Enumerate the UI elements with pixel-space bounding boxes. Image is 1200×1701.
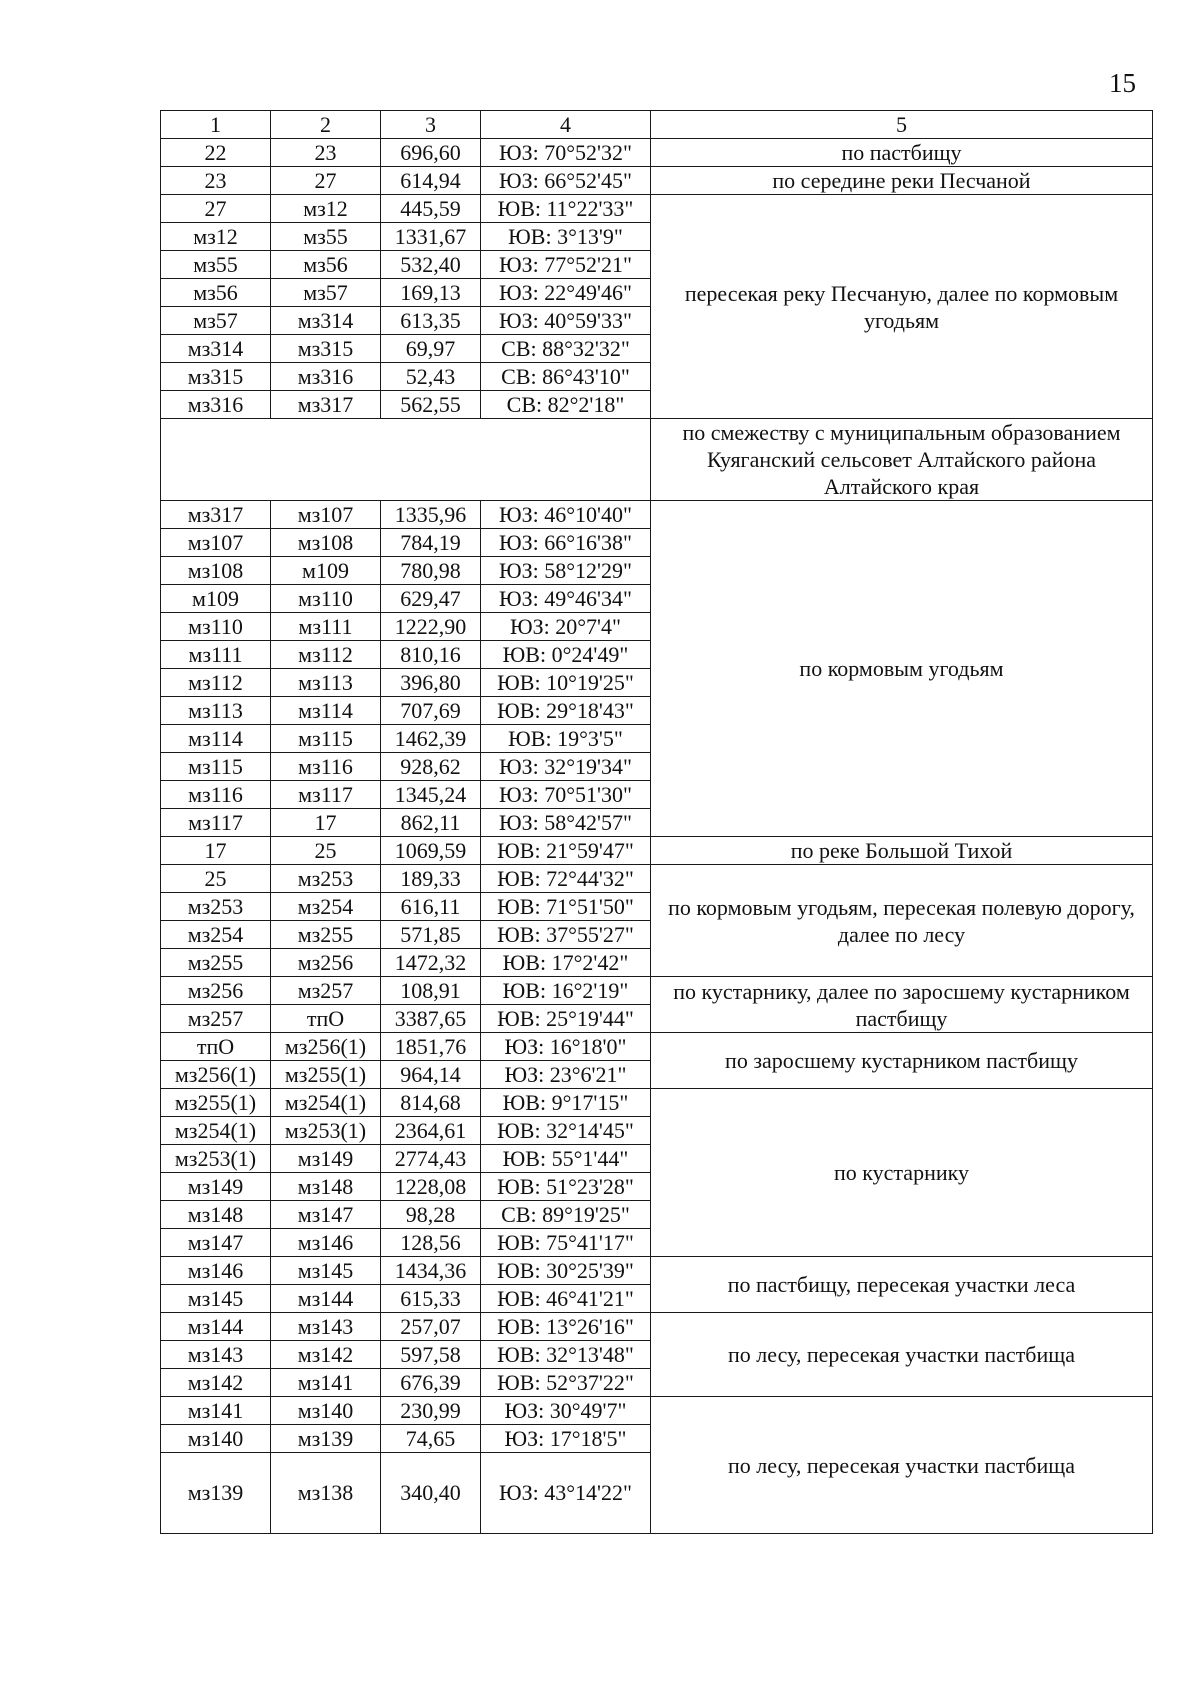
length-cell: 964,14: [381, 1061, 481, 1089]
to-point-cell: мз317: [271, 391, 381, 419]
length-cell: 676,39: [381, 1369, 481, 1397]
bearing-cell: ЮЗ: 58°12'29": [481, 557, 651, 585]
to-point-cell: мз112: [271, 641, 381, 669]
description-cell: по кормовым угодьям: [651, 501, 1153, 837]
to-point-cell: мз149: [271, 1145, 381, 1173]
to-point-cell: мз147: [271, 1201, 381, 1229]
to-point-cell: мз116: [271, 753, 381, 781]
from-point-cell: мз255: [161, 949, 271, 977]
from-point-cell: мз317: [161, 501, 271, 529]
to-point-cell: мз108: [271, 529, 381, 557]
description-cell: по реке Большой Тихой: [651, 837, 1153, 865]
description-cell: пересекая реку Песчаную, далее по кормовым угодьям: [651, 195, 1153, 419]
from-point-cell: мз110: [161, 613, 271, 641]
to-point-cell: мз148: [271, 1173, 381, 1201]
length-cell: 396,80: [381, 669, 481, 697]
header-cell: 4: [481, 111, 651, 139]
from-point-cell: мз141: [161, 1397, 271, 1425]
header-cell: 1: [161, 111, 271, 139]
from-point-cell: мз107: [161, 529, 271, 557]
length-cell: 928,62: [381, 753, 481, 781]
to-point-cell: мз254: [271, 893, 381, 921]
length-cell: 1472,32: [381, 949, 481, 977]
to-point-cell: мз314: [271, 307, 381, 335]
boundary-table: [160, 110, 1153, 1534]
bearing-cell: ЮВ: 9°17'15": [481, 1089, 651, 1117]
description-cell: по лесу, пересекая участки пастбища: [651, 1313, 1153, 1397]
bearing-cell: ЮЗ: 32°19'34": [481, 753, 651, 781]
from-point-cell: мз142: [161, 1369, 271, 1397]
length-cell: 445,59: [381, 195, 481, 223]
to-point-cell: мз144: [271, 1285, 381, 1313]
bearing-cell: ЮВ: 46°41'21": [481, 1285, 651, 1313]
length-cell: 2774,43: [381, 1145, 481, 1173]
header-cell: 3: [381, 111, 481, 139]
length-cell: 562,55: [381, 391, 481, 419]
from-point-cell: мз316: [161, 391, 271, 419]
length-cell: 340,40: [381, 1453, 481, 1534]
length-cell: 784,19: [381, 529, 481, 557]
page-number: 15: [1109, 68, 1136, 98]
from-point-cell: м109: [161, 585, 271, 613]
length-cell: 1069,59: [381, 837, 481, 865]
length-cell: 189,33: [381, 865, 481, 893]
bearing-cell: ЮЗ: 23°6'21": [481, 1061, 651, 1089]
bearing-cell: ЮВ: 51°23'28": [481, 1173, 651, 1201]
from-point-cell: мз149: [161, 1173, 271, 1201]
description-cell: по лесу, пересекая участки пастбища: [651, 1397, 1153, 1534]
description-cell: по кустарнику, далее по заросшему кустарником пастбищу: [651, 977, 1153, 1033]
bearing-cell: ЮВ: 30°25'39": [481, 1257, 651, 1285]
bearing-cell: СВ: 82°2'18": [481, 391, 651, 419]
bearing-cell: ЮВ: 32°13'48": [481, 1341, 651, 1369]
from-point-cell: мз148: [161, 1201, 271, 1229]
table-row: [161, 1089, 1153, 1117]
to-point-cell: 17: [271, 809, 381, 837]
description-cell: по смежеству с муниципальным образованием Куяганский сельсовет Алтайского района Алтайского края: [651, 419, 1153, 501]
to-point-cell: мз142: [271, 1341, 381, 1369]
bearing-cell: ЮЗ: 66°16'38": [481, 529, 651, 557]
bearing-cell: ЮВ: 29°18'43": [481, 697, 651, 725]
from-point-cell: мз117: [161, 809, 271, 837]
from-point-cell: мз140: [161, 1425, 271, 1453]
to-point-cell: тпО: [271, 1005, 381, 1033]
from-point-cell: мз257: [161, 1005, 271, 1033]
length-cell: 2364,61: [381, 1117, 481, 1145]
length-cell: 1228,08: [381, 1173, 481, 1201]
bearing-cell: ЮВ: 21°59'47": [481, 837, 651, 865]
from-point-cell: мз116: [161, 781, 271, 809]
bearing-cell: ЮЗ: 49°46'34": [481, 585, 651, 613]
table-row: [161, 837, 1153, 865]
length-cell: 1335,96: [381, 501, 481, 529]
to-point-cell: мз257: [271, 977, 381, 1005]
from-point-cell: мз56: [161, 279, 271, 307]
bearing-cell: ЮЗ: 70°52'32": [481, 139, 651, 167]
length-cell: 780,98: [381, 557, 481, 585]
from-point-cell: мз147: [161, 1229, 271, 1257]
bearing-cell: ЮЗ: 70°51'30": [481, 781, 651, 809]
from-point-cell: мз143: [161, 1341, 271, 1369]
length-cell: 707,69: [381, 697, 481, 725]
from-point-cell: мз57: [161, 307, 271, 335]
bearing-cell: ЮЗ: 40°59'33": [481, 307, 651, 335]
length-cell: 74,65: [381, 1425, 481, 1453]
table-row: [161, 1313, 1153, 1341]
bearing-cell: ЮЗ: 58°42'57": [481, 809, 651, 837]
bearing-cell: ЮВ: 37°55'27": [481, 921, 651, 949]
from-point-cell: мз254(1): [161, 1117, 271, 1145]
from-point-cell: мз115: [161, 753, 271, 781]
bearing-cell: ЮВ: 71°51'50": [481, 893, 651, 921]
from-point-cell: 23: [161, 167, 271, 195]
from-point-cell: мз114: [161, 725, 271, 753]
to-point-cell: мз12: [271, 195, 381, 223]
bearing-cell: ЮЗ: 22°49'46": [481, 279, 651, 307]
bearing-cell: СВ: 89°19'25": [481, 1201, 651, 1229]
length-cell: 810,16: [381, 641, 481, 669]
length-cell: 1462,39: [381, 725, 481, 753]
length-cell: 230,99: [381, 1397, 481, 1425]
bearing-cell: ЮВ: 13°26'16": [481, 1313, 651, 1341]
from-point-cell: мз253: [161, 893, 271, 921]
length-cell: 615,33: [381, 1285, 481, 1313]
length-cell: 597,58: [381, 1341, 481, 1369]
to-point-cell: м109: [271, 557, 381, 585]
bearing-cell: ЮВ: 32°14'45": [481, 1117, 651, 1145]
to-point-cell: мз143: [271, 1313, 381, 1341]
bearing-cell: ЮВ: 3°13'9": [481, 223, 651, 251]
from-point-cell: мз55: [161, 251, 271, 279]
table-row: [161, 1397, 1153, 1425]
length-cell: 814,68: [381, 1089, 481, 1117]
from-point-cell: мз256: [161, 977, 271, 1005]
description-cell: по пастбищу: [651, 139, 1153, 167]
length-cell: 1222,90: [381, 613, 481, 641]
length-cell: 613,35: [381, 307, 481, 335]
empty-cell: [161, 419, 651, 501]
bearing-cell: ЮЗ: 46°10'40": [481, 501, 651, 529]
length-cell: 1851,76: [381, 1033, 481, 1061]
to-point-cell: мз117: [271, 781, 381, 809]
to-point-cell: 27: [271, 167, 381, 195]
length-cell: 69,97: [381, 335, 481, 363]
table-row: [161, 195, 1153, 223]
from-point-cell: 17: [161, 837, 271, 865]
to-point-cell: мз56: [271, 251, 381, 279]
length-cell: 52,43: [381, 363, 481, 391]
to-point-cell: мз145: [271, 1257, 381, 1285]
bearing-cell: ЮЗ: 20°7'4": [481, 613, 651, 641]
bearing-cell: ЮВ: 0°24'49": [481, 641, 651, 669]
description-cell: по кормовым угодьям, пересекая полевую дорогу, далее по лесу: [651, 865, 1153, 977]
bearing-cell: ЮВ: 52°37'22": [481, 1369, 651, 1397]
bearing-cell: ЮВ: 17°2'42": [481, 949, 651, 977]
header-cell: 2: [271, 111, 381, 139]
to-point-cell: мз113: [271, 669, 381, 697]
table-row: [161, 167, 1153, 195]
to-point-cell: мз110: [271, 585, 381, 613]
to-point-cell: 25: [271, 837, 381, 865]
from-point-cell: мз254: [161, 921, 271, 949]
bearing-cell: ЮЗ: 30°49'7": [481, 1397, 651, 1425]
length-cell: 98,28: [381, 1201, 481, 1229]
from-point-cell: мз113: [161, 697, 271, 725]
bearing-cell: ЮВ: 19°3'5": [481, 725, 651, 753]
bearing-cell: СВ: 88°32'32": [481, 335, 651, 363]
bearing-cell: ЮВ: 16°2'19": [481, 977, 651, 1005]
to-point-cell: мз57: [271, 279, 381, 307]
length-cell: 257,07: [381, 1313, 481, 1341]
table-row: [161, 865, 1153, 893]
to-point-cell: мз139: [271, 1425, 381, 1453]
length-cell: 169,13: [381, 279, 481, 307]
description-cell: по заросшему кустарником пастбищу: [651, 1033, 1153, 1089]
to-point-cell: мз107: [271, 501, 381, 529]
table-row: [161, 501, 1153, 529]
from-point-cell: мз12: [161, 223, 271, 251]
bearing-cell: ЮВ: 72°44'32": [481, 865, 651, 893]
bearing-cell: ЮВ: 55°1'44": [481, 1145, 651, 1173]
description-cell: по пастбищу, пересекая участки леса: [651, 1257, 1153, 1313]
length-cell: 3387,65: [381, 1005, 481, 1033]
from-point-cell: 22: [161, 139, 271, 167]
table-row: [161, 1257, 1153, 1285]
from-point-cell: мз139: [161, 1453, 271, 1534]
bearing-cell: ЮЗ: 77°52'21": [481, 251, 651, 279]
header-cell: 5: [651, 111, 1153, 139]
bearing-cell: ЮЗ: 43°14'22": [481, 1453, 651, 1534]
length-cell: 1331,67: [381, 223, 481, 251]
to-point-cell: мз253: [271, 865, 381, 893]
to-point-cell: мз111: [271, 613, 381, 641]
table-row: [161, 419, 1153, 501]
from-point-cell: мз146: [161, 1257, 271, 1285]
from-point-cell: 27: [161, 195, 271, 223]
from-point-cell: мз108: [161, 557, 271, 585]
table-row: [161, 1033, 1153, 1061]
length-cell: 614,94: [381, 167, 481, 195]
from-point-cell: мз314: [161, 335, 271, 363]
bearing-cell: ЮВ: 11°22'33": [481, 195, 651, 223]
length-cell: 696,60: [381, 139, 481, 167]
from-point-cell: мз112: [161, 669, 271, 697]
bearing-cell: ЮЗ: 16°18'0": [481, 1033, 651, 1061]
from-point-cell: мз111: [161, 641, 271, 669]
to-point-cell: мз138: [271, 1453, 381, 1534]
length-cell: 571,85: [381, 921, 481, 949]
to-point-cell: 23: [271, 139, 381, 167]
to-point-cell: мз254(1): [271, 1089, 381, 1117]
from-point-cell: мз144: [161, 1313, 271, 1341]
to-point-cell: мз256: [271, 949, 381, 977]
length-cell: 128,56: [381, 1229, 481, 1257]
from-point-cell: мз315: [161, 363, 271, 391]
bearing-cell: ЮЗ: 66°52'45": [481, 167, 651, 195]
to-point-cell: мз256(1): [271, 1033, 381, 1061]
from-point-cell: мз253(1): [161, 1145, 271, 1173]
description-cell: по кустарнику: [651, 1089, 1153, 1257]
length-cell: 1434,36: [381, 1257, 481, 1285]
bearing-cell: СВ: 86°43'10": [481, 363, 651, 391]
bearing-cell: ЮВ: 75°41'17": [481, 1229, 651, 1257]
bearing-cell: ЮВ: 10°19'25": [481, 669, 651, 697]
to-point-cell: мз115: [271, 725, 381, 753]
length-cell: 108,91: [381, 977, 481, 1005]
to-point-cell: мз315: [271, 335, 381, 363]
to-point-cell: мз114: [271, 697, 381, 725]
to-point-cell: мз253(1): [271, 1117, 381, 1145]
from-point-cell: мз145: [161, 1285, 271, 1313]
to-point-cell: мз55: [271, 223, 381, 251]
table-row: [161, 977, 1153, 1005]
length-cell: 629,47: [381, 585, 481, 613]
length-cell: 532,40: [381, 251, 481, 279]
from-point-cell: 25: [161, 865, 271, 893]
description-cell: по середине реки Песчаной: [651, 167, 1153, 195]
length-cell: 862,11: [381, 809, 481, 837]
to-point-cell: мз255(1): [271, 1061, 381, 1089]
from-point-cell: мз255(1): [161, 1089, 271, 1117]
to-point-cell: мз141: [271, 1369, 381, 1397]
from-point-cell: мз256(1): [161, 1061, 271, 1089]
to-point-cell: мз255: [271, 921, 381, 949]
table-row: [161, 139, 1153, 167]
bearing-cell: ЮЗ: 17°18'5": [481, 1425, 651, 1453]
header-row: [161, 111, 1153, 139]
bearing-cell: ЮВ: 25°19'44": [481, 1005, 651, 1033]
to-point-cell: мз140: [271, 1397, 381, 1425]
to-point-cell: мз316: [271, 363, 381, 391]
from-point-cell: тпО: [161, 1033, 271, 1061]
length-cell: 616,11: [381, 893, 481, 921]
to-point-cell: мз146: [271, 1229, 381, 1257]
length-cell: 1345,24: [381, 781, 481, 809]
